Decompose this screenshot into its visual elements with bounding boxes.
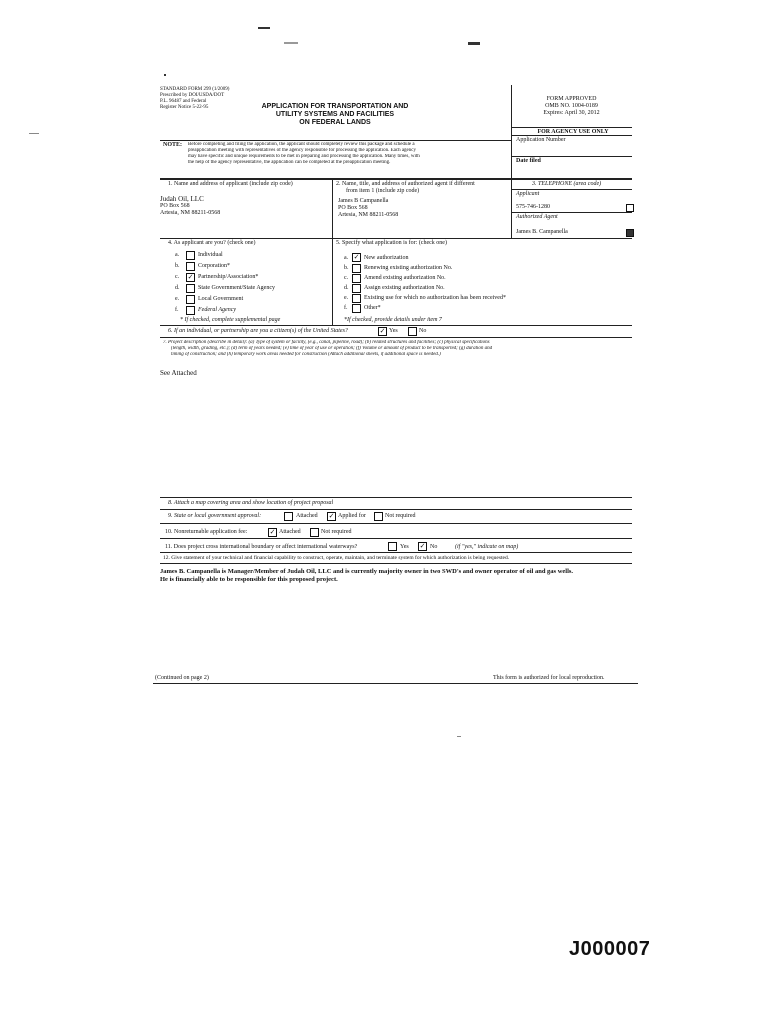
international-yes-label: Yes <box>400 544 409 550</box>
header-divider <box>511 85 512 180</box>
item7-line: timing of construction; and (h) temporary work areas needed for construction (Attach additional sheets, if additional space is needed.) <box>171 352 441 357</box>
partnership-option: Partnership/Association* <box>198 274 259 280</box>
corporation-checkbox[interactable] <box>186 262 195 271</box>
individual-checkbox[interactable] <box>186 251 195 260</box>
expiration: Expires: April 30, 2012 <box>543 110 600 116</box>
amend-option: Amend existing authorization No. <box>364 275 446 281</box>
item5-letter: c. <box>344 275 349 281</box>
scan-speck <box>258 27 270 29</box>
item7-answer: See Attached <box>160 369 197 377</box>
form-approved: FORM APPROVED <box>546 96 597 102</box>
state-government-option: State Government/State Agency <box>198 285 275 291</box>
application-number-label: Application Number <box>516 137 566 143</box>
section-rule <box>160 509 632 510</box>
item4-label: 4. As applicant are you? (check one) <box>168 240 256 246</box>
scan-speck <box>284 42 298 44</box>
item12-answer-line: James B. Campanella is Manager/Member of Judah Oil, LLC and is currently majority owner in two SWD's and owner operator of oil and gas wells. <box>160 568 574 575</box>
federal-agency-checkbox[interactable] <box>186 306 195 315</box>
citizen-no-label: No <box>419 328 427 334</box>
item1-label: 1. Name and address of applicant (include zip code) <box>168 181 293 187</box>
form-title <box>240 103 430 127</box>
note-label: NOTE: <box>163 142 183 148</box>
item9-text: 9. State or local government approval: <box>168 513 262 519</box>
item2-label-line: from item 1 (include zip code) <box>346 188 420 194</box>
citizen-yes-checkbox[interactable]: ✓ <box>379 327 386 335</box>
item5-letter: d. <box>344 285 349 291</box>
local-government-checkbox[interactable] <box>186 295 195 304</box>
agency-use-label: FOR AGENCY USE ONLY <box>537 129 609 135</box>
state-government-checkbox[interactable] <box>186 284 195 293</box>
public-law: P.L. 96487 and Federal <box>160 99 207 104</box>
section-rule <box>160 497 632 498</box>
state-approval-attached-checkbox[interactable] <box>284 512 293 521</box>
state-approval-attached-label: Attached <box>296 513 318 519</box>
other-checkbox[interactable] <box>352 304 361 313</box>
section-rule <box>160 178 632 180</box>
item5-letter: f. <box>344 305 348 311</box>
note-line: the help of the agency representative, the application can be completed at the preapplication meeting. <box>188 160 391 165</box>
col-divider-1 <box>332 179 333 239</box>
state-approval-not-required-checkbox[interactable] <box>374 512 383 521</box>
date-filed-label: Date filed <box>516 158 541 164</box>
item5-letter: e. <box>344 295 349 301</box>
existing-use-option: Existing use for which no authorization has been received* <box>364 295 506 301</box>
item2-label-line: 2. Name, title, and address of authorized agent if different <box>336 181 475 187</box>
scroll-marker <box>626 229 634 237</box>
state-approval-applied-label: Applied for <box>338 513 366 519</box>
partnership-checkbox[interactable]: ✓ <box>187 273 194 281</box>
item5-footnote: *If checked, provide details under item 7 <box>344 317 442 323</box>
agency-use-rule <box>512 127 632 128</box>
item12-text: 12. Give statement of your technical and financial capability to construct, operate, maintain, and terminate system for which authorization is being requested. <box>163 555 510 561</box>
item4-letter: d. <box>175 285 180 291</box>
item4-letter: b. <box>175 263 180 269</box>
title-line-2: UTILITY SYSTEMS AND FACILITIES <box>275 111 395 118</box>
item12-answer-line: He is financially able to be responsible for this proposed project. <box>160 576 338 583</box>
item6-question: 6. If an individual, or partnership are you a citizen(s) of the United States? <box>168 328 348 334</box>
individual-option: Individual <box>198 252 223 258</box>
agent-address-1: PO Box 568 <box>338 205 368 211</box>
applicant-phone: 575-746-1280 <box>516 204 550 210</box>
standard-form-label: STANDARD FORM 299 (1/2009) <box>160 87 230 92</box>
item4-letter: c. <box>175 274 180 280</box>
fee-not-required-label: Not required <box>321 529 352 535</box>
item7-description <box>163 340 633 358</box>
section-rule <box>160 523 632 524</box>
applicant-address-2: Artesia, NM 88211-0568 <box>160 210 221 216</box>
item12-rule <box>160 563 632 564</box>
item12-answer <box>160 568 635 584</box>
corporation-option: Corporation* <box>198 263 230 269</box>
scan-speck <box>164 74 166 76</box>
title-line-3: ON FEDERAL LANDS <box>299 119 371 126</box>
agency-use-rule-2 <box>512 135 632 136</box>
item10-text: 10. Nonreturnable application fee: <box>165 529 248 535</box>
item3-rule <box>512 189 632 190</box>
agent-phone-label: Authorized Agent <box>516 214 558 220</box>
note-text <box>188 142 510 166</box>
state-approval-not-required-label: Not required <box>385 513 416 519</box>
item4-letter: e. <box>175 296 180 302</box>
federal-agency-option: Federal Agency <box>198 307 237 313</box>
col-divider-2 <box>511 179 512 239</box>
section-rule <box>160 538 632 539</box>
item11-text: 11. Does project cross international boundary or affect international waterways? <box>165 544 358 550</box>
citizen-yes-label: Yes <box>389 328 398 334</box>
item2-label <box>336 181 510 195</box>
section-rule <box>160 337 632 338</box>
prescribed-by: Prescribed by DOI/USDA/DOT <box>160 93 225 98</box>
local-government-option: Local Government <box>198 296 244 302</box>
item5-letter: b. <box>344 265 349 271</box>
agent-name-phone: James B. Campanella <box>516 229 568 235</box>
agent-name: James B Campanella <box>338 198 389 204</box>
applicant-name: Judah Oil, LLC <box>160 195 204 203</box>
assign-option: Assign existing authorization No. <box>364 285 445 291</box>
note-line: preapplication meeting with representatives of the agency responsible for processing the application. Each agency <box>188 148 416 153</box>
note-line: may have specific and unique requirements to be met in preparing and processing the application. Many times, with <box>188 154 420 159</box>
item3-rule-2 <box>512 212 632 213</box>
item4-footnote: * If checked, complete supplemental page <box>180 317 281 323</box>
omb-number: OMB NO. 1004-0189 <box>545 103 598 109</box>
applicant-address <box>160 196 330 217</box>
title-line-1: APPLICATION FOR TRANSPORTATION AND <box>261 103 409 110</box>
section-rule <box>160 325 632 326</box>
other-option: Other* <box>364 305 381 311</box>
bates-number: J000007 <box>569 938 651 960</box>
applicant-address-1: PO Box 568 <box>160 203 190 209</box>
item4-letter: f. <box>175 307 179 313</box>
amend-checkbox[interactable] <box>352 274 361 283</box>
continued-note: (Continued on page 2) <box>155 675 209 681</box>
assign-checkbox[interactable] <box>352 284 361 293</box>
agent-address <box>338 198 508 219</box>
renewing-option: Renewing existing authorization No. <box>364 265 453 271</box>
scan-speck <box>468 42 480 45</box>
note-top-rule <box>160 140 511 141</box>
international-no-checkbox[interactable]: ✓ <box>419 542 426 550</box>
item7-line: (length, width, grading, etc.); (d) term of years needed; (e) time of year of use or operation; (f) Volume or amount of product to be transported; (g) duration and <box>171 346 493 351</box>
international-note: (if "yes," indicate on map) <box>455 544 519 550</box>
renewing-checkbox[interactable] <box>352 264 361 273</box>
fee-attached-label: Attached <box>279 529 301 535</box>
scroll-marker <box>626 204 634 212</box>
state-approval-applied-checkbox[interactable]: ✓ <box>328 512 335 520</box>
fee-not-required-checkbox[interactable] <box>310 528 319 537</box>
register-notice: Register Notice 5-22-95 <box>160 105 209 110</box>
item7-line: 7. Project description (describe in detail): (a) Type of system or facility, (e.g., canal, pipeline, road); (b) related structures and facilities; (c) physical specifications <box>163 340 490 345</box>
item4-letter: a. <box>175 252 180 258</box>
reproduction-note: This form is authorized for local reproduction. <box>493 675 605 681</box>
item5-letter: a. <box>344 255 349 261</box>
section-rule <box>160 552 632 553</box>
item3-label: 3. TELEPHONE (area code) <box>532 181 602 187</box>
note-line: Before completing and filing the application, the applicant should completely review this package and schedule a <box>188 142 415 147</box>
item5-label: 5. Specify what application is for: (check one) <box>336 240 447 246</box>
scan-speck <box>457 736 461 737</box>
agent-address-2: Artesia, NM 88211-0568 <box>338 212 399 218</box>
scan-speck <box>29 133 39 134</box>
col-divider-3 <box>332 239 333 325</box>
applicant-phone-label: Applicant <box>516 191 540 197</box>
section-rule <box>160 238 632 239</box>
date-filed-rule <box>512 156 632 157</box>
footer-rule <box>153 683 638 684</box>
international-no-label: No <box>430 544 438 550</box>
omb-block <box>514 96 629 117</box>
new-authorization-checkbox[interactable]: ✓ <box>353 253 360 261</box>
international-yes-checkbox[interactable] <box>388 542 397 551</box>
new-authorization-option: New authorization <box>364 255 409 261</box>
existing-use-checkbox[interactable] <box>352 294 361 303</box>
fee-attached-checkbox[interactable]: ✓ <box>269 528 276 536</box>
form-id-block <box>160 87 240 111</box>
item8-text: 8. Attach a map covering area and show location of project proposal <box>168 500 334 506</box>
citizen-no-checkbox[interactable] <box>408 327 417 336</box>
